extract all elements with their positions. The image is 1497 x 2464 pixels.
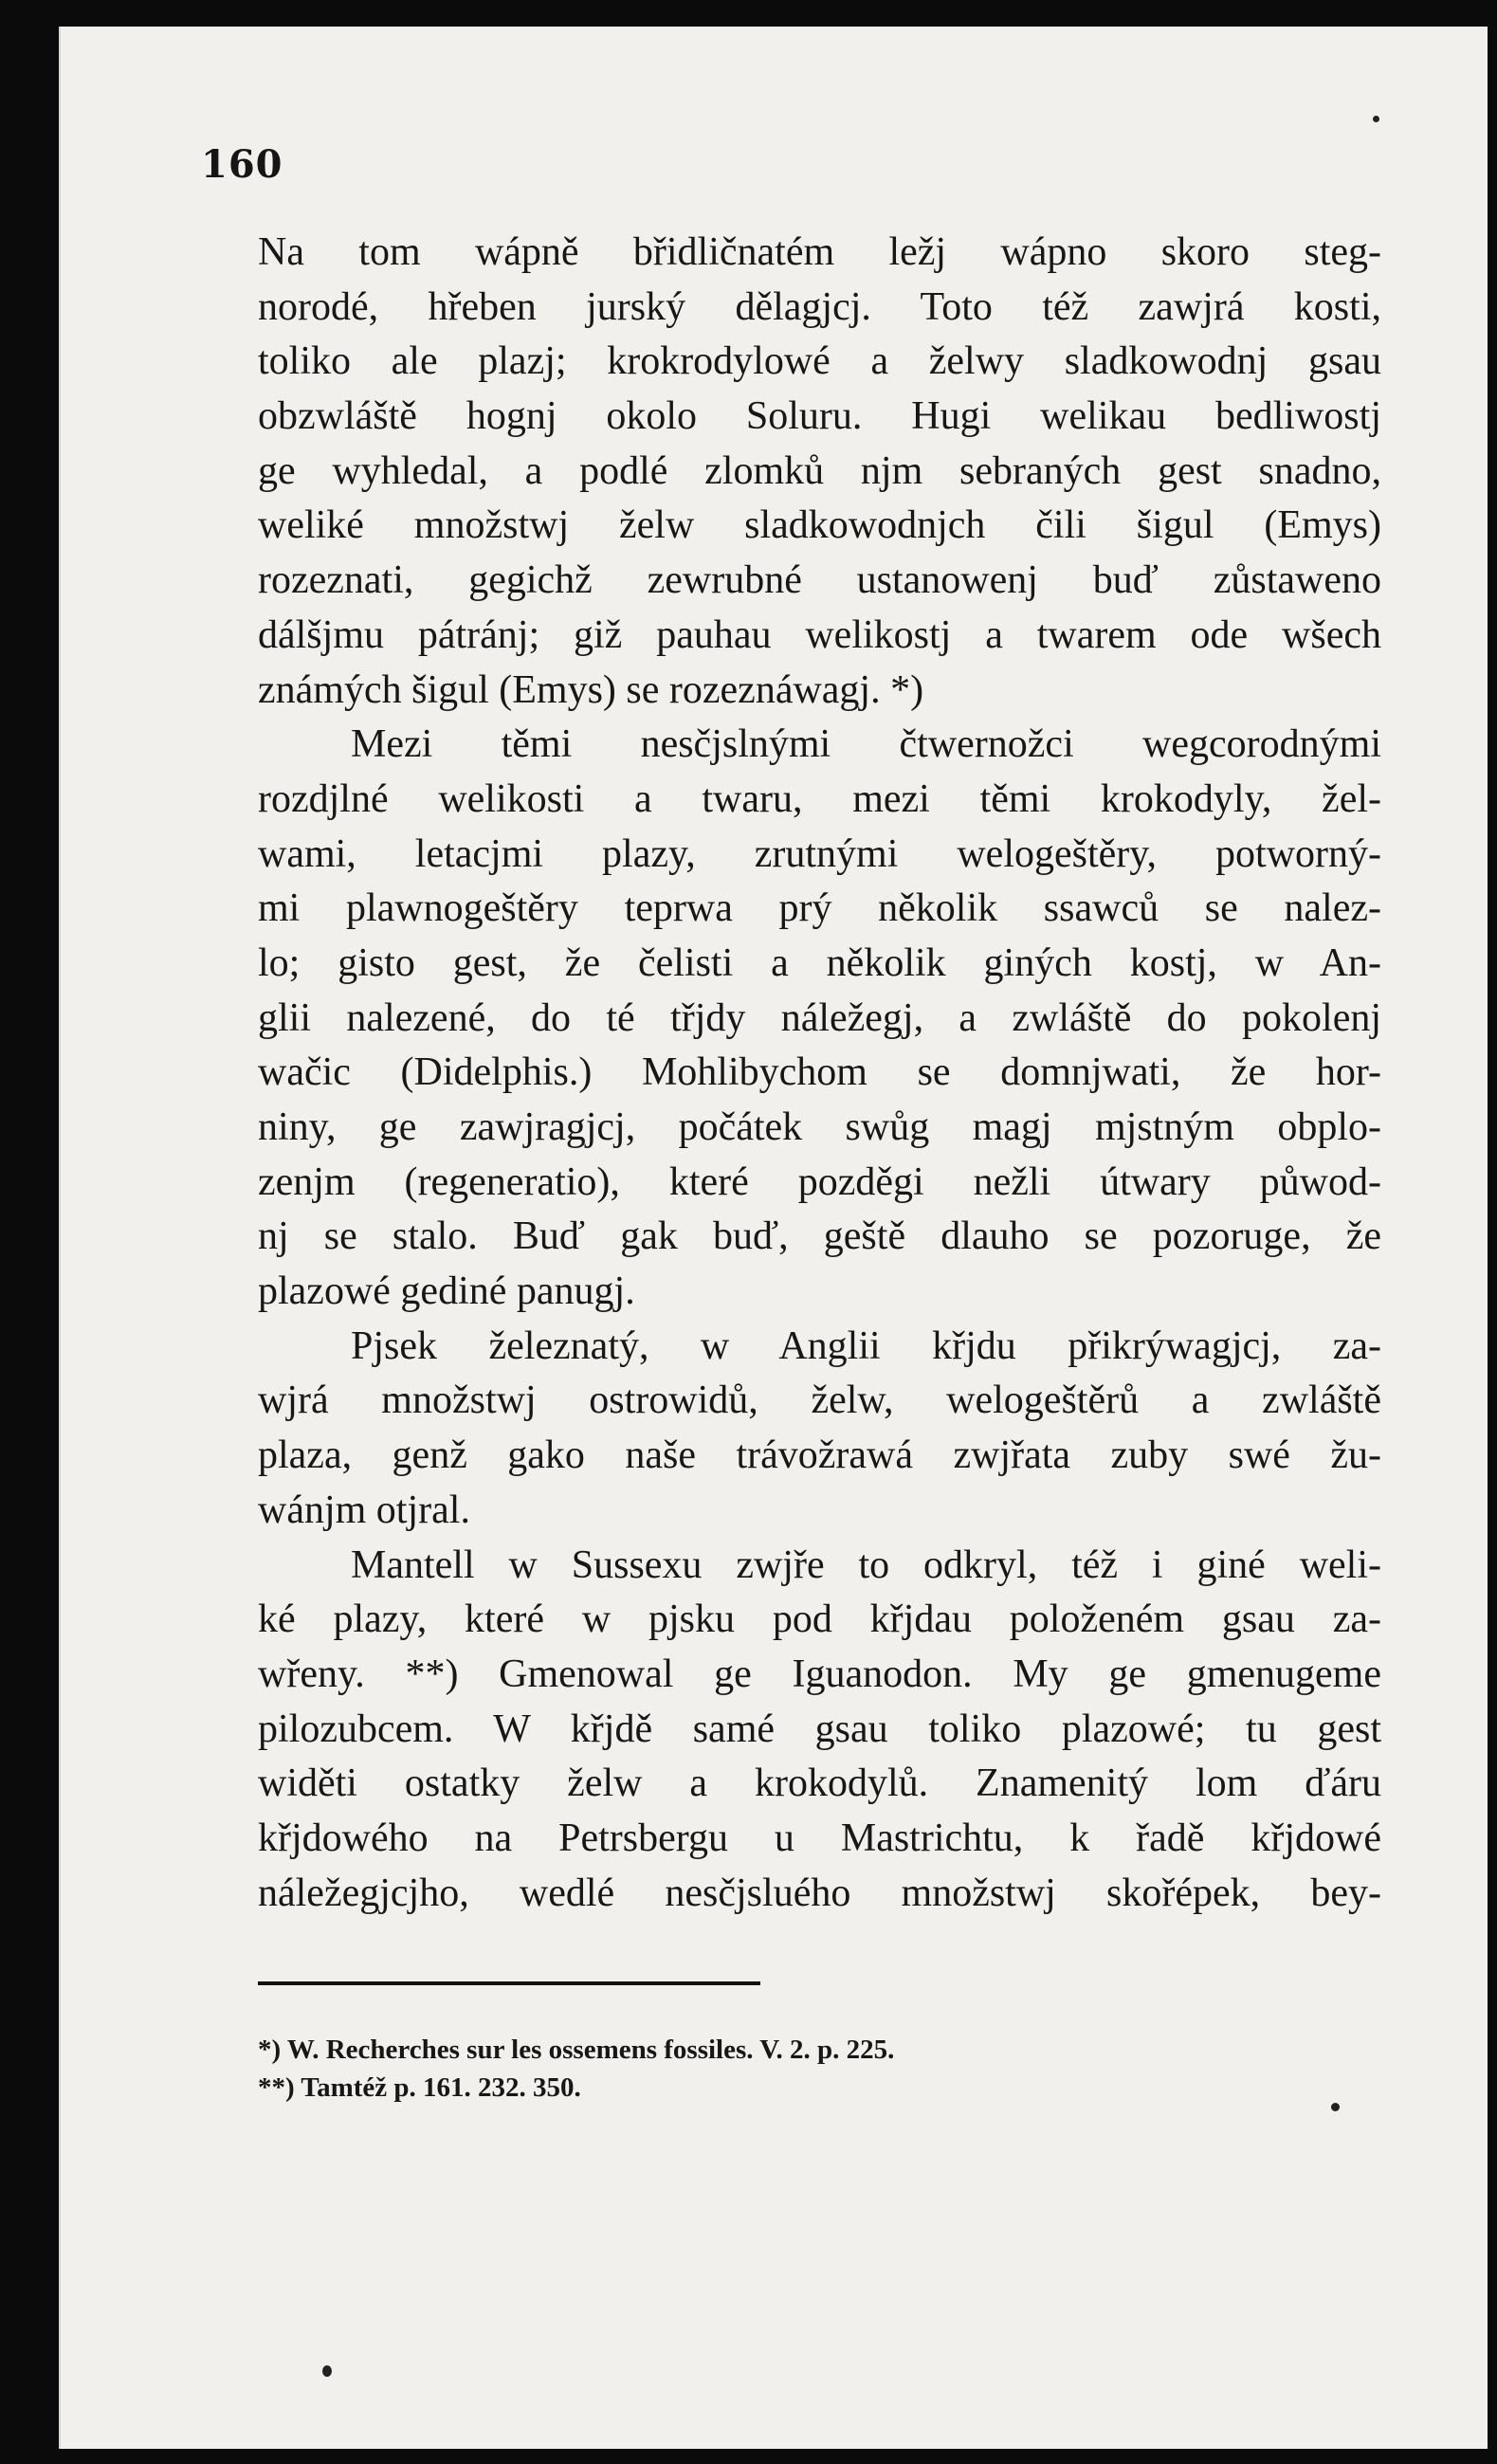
text-line: zenjm (regeneratio), které pozděgi nežli útwary půwod- [258, 1159, 1381, 1204]
print-speck [322, 2365, 332, 2377]
text-line: rozeznati, gegichž zewrubné ustanowenj buď zůstaweno [258, 558, 1381, 603]
text-line: mi plawnogeštěry teprwa prý několik ssawců se nalez- [258, 886, 1381, 931]
text-line: wjrá množstwj ostrowidů, želw, welogeštěrů a zwláště [258, 1378, 1381, 1423]
text-line: toliko ale plazj; krokrodylowé a želwy sladkowodnj gsau [258, 339, 1381, 384]
text-line: Pjsek železnatý, w Anglii křjdu přikrýwagjcj, za- [351, 1323, 1381, 1368]
text-line: lo; gisto gest, že čelisti a několik giných kostj, w An- [258, 940, 1381, 985]
text-line: plazowé gediné panugj. [258, 1269, 635, 1314]
text-line: Na tom wápně břidličnatém ležj wápno skoro steg- [258, 230, 1381, 274]
text-line: Mezi těmi nesčjslnými čtwernožci wegcorodnými [351, 722, 1381, 767]
text-line: ké plazy, které w pjsku pod křjdau položeném gsau za- [258, 1597, 1381, 1642]
page-number: 160 [201, 142, 283, 187]
text-line: ge wyhledal, a podlé zlomků njm sebraných gest snadno, [258, 448, 1381, 493]
text-line: weliké množstwj želw sladkowodnjch čili šigul (Emys) [258, 503, 1381, 548]
text-line: norodé, hřeben jurský dělagjcj. Toto též zawjrá kosti, [258, 284, 1381, 329]
text-line: náležegjcjho, wedlé nesčjsluého množstwj skořépek, bey- [258, 1871, 1381, 1915]
text-line: widěti ostatky želw a krokodylů. Znamenitý lom ďáru [258, 1761, 1381, 1806]
text-line: rozdjlné welikosti a twaru, mezi těmi krokodyly, žel- [258, 776, 1381, 821]
footnote: *) W. Recherches sur les ossemens fossiles. V. 2. p. 225. [258, 2035, 895, 2065]
text-line: wačic (Didelphis.) Mohlibychom se domnjwati, že hor- [258, 1050, 1381, 1095]
print-speck [1331, 2103, 1340, 2111]
text-line: obzwláště hognj okolo Soluru. Hugi welikau bedliwostj [258, 394, 1381, 439]
print-speck [1373, 116, 1379, 122]
text-line: plaza, genž gako naše trávožrawá zwjřata zuby swé žu- [258, 1433, 1381, 1478]
body-text [258, 226, 1381, 1921]
text-line: nj se stalo. Buď gak buď, geště dlauho se pozoruge, že [258, 1214, 1381, 1259]
text-line: křjdowého na Petrsbergu u Mastrichtu, k řadě křjdowé [258, 1816, 1381, 1860]
footnote-divider [258, 1981, 760, 1985]
text-line: wami, letacjmi plazy, zrutnými welogeštěry, potworný- [258, 831, 1381, 876]
text-line: známých šigul (Emys) se rozeznáwagj. *) [258, 667, 924, 712]
text-line: Mantell w Sussexu zwjře to odkryl, též i giné weli- [351, 1542, 1381, 1587]
text-line: glii nalezené, do té třjdy náležegj, a zwláště do pokolenj [258, 995, 1381, 1040]
footnotes [258, 2031, 1301, 2107]
text-line: wřeny. **) Gmenowal ge Iguanodon. My ge gmenugeme [258, 1652, 1381, 1696]
footnote: **) Tamtéž p. 161. 232. 350. [258, 2072, 581, 2103]
text-line: wánjm otjral. [258, 1488, 470, 1532]
text-line: dálšjmu pátránj; giž pauhau welikostj a twarem ode wšech [258, 612, 1381, 657]
text-line: pilozubcem. W křjdě samé gsau toliko plazowé; tu gest [258, 1707, 1381, 1751]
text-line: niny, ge zawjragjcj, počátek swůg magj mjstným obplo- [258, 1105, 1381, 1149]
